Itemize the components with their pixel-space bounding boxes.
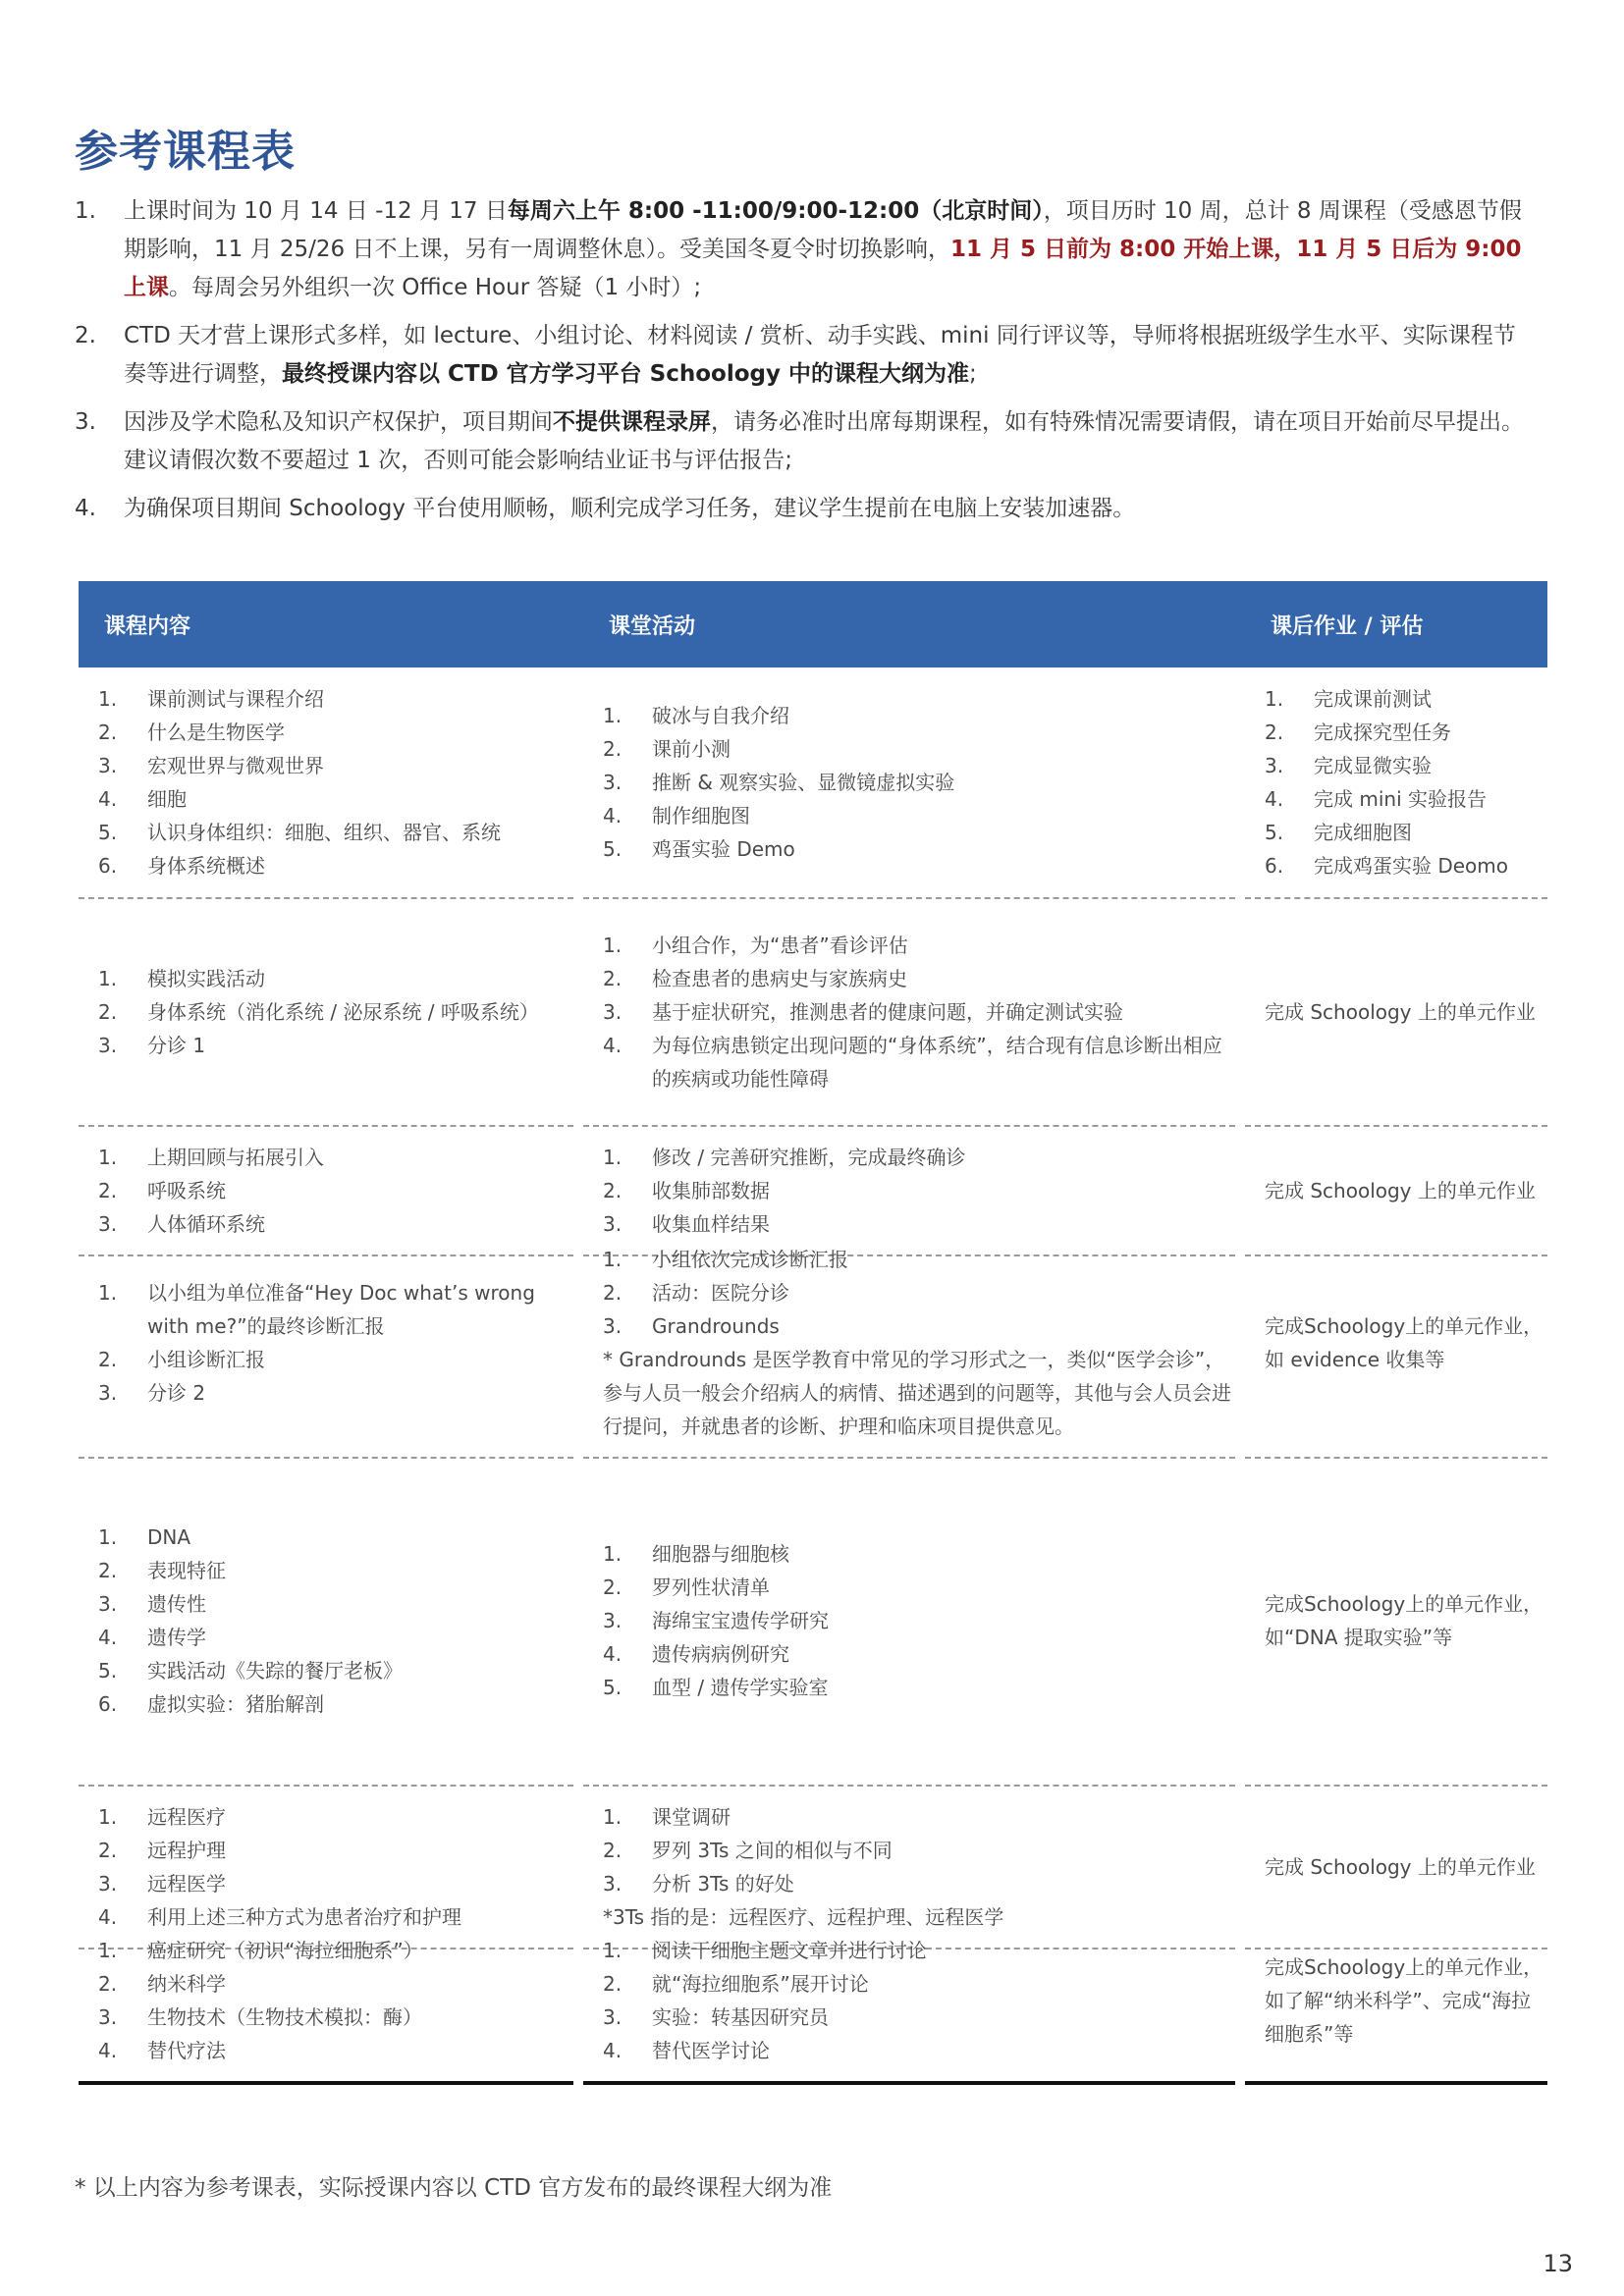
item-number: 2. <box>98 1179 118 1202</box>
table-body <box>79 667 1547 2073</box>
table-row <box>79 1127 1547 1236</box>
activity-text: 收集肺部数据 <box>652 1179 770 1202</box>
content-text: 癌症研究（初识“海拉细胞系”） <box>147 1939 423 1962</box>
content-item <box>98 962 573 995</box>
content-text: 上期回顾与拓展引入 <box>147 1146 324 1169</box>
item-number: 5. <box>1265 821 1284 844</box>
content-item <box>98 1687 573 1721</box>
activity-item <box>603 1276 1235 1309</box>
activities-cell <box>583 1920 1235 2085</box>
content-text: 宏观世界与微观世界 <box>147 754 324 777</box>
note-segment: 上课时间为 10 月 14 日 -12 月 17 日 <box>124 198 508 224</box>
homework-cell <box>1245 667 1547 899</box>
homework-text: 完成 Schoology 上的单元作业 <box>1265 1855 1536 1879</box>
content-item <box>98 682 573 716</box>
note-text <box>124 317 1528 394</box>
activity-note: *3Ts 指的是：远程医疗、远程护理、远程医学 <box>603 1905 1004 1929</box>
content-item <box>98 995 573 1029</box>
item-number: 3. <box>603 1609 623 1632</box>
item-number: 4. <box>98 1626 118 1649</box>
homework-text: 完成课前测试 <box>1314 687 1432 711</box>
content-item <box>98 1521 573 1554</box>
item-number: 5. <box>603 837 623 861</box>
activity-text: 细胞器与细胞核 <box>652 1542 789 1566</box>
content-item <box>98 849 573 882</box>
note-text <box>124 192 1528 307</box>
item-number: 1. <box>98 1525 118 1549</box>
activity-text: 遗传病病例研究 <box>652 1642 789 1666</box>
item-number: 1. <box>98 1281 118 1305</box>
content-text: 实践活动《失踪的餐厅老板》 <box>147 1659 403 1682</box>
course-table <box>79 581 1547 2073</box>
content-text: 模拟实践活动 <box>147 967 265 990</box>
item-number: 3. <box>98 1034 118 1057</box>
note-number: 2. <box>75 323 96 348</box>
item-number: 1. <box>98 1805 118 1829</box>
item-number: 2. <box>98 721 118 744</box>
content-item <box>98 782 573 816</box>
homework-text: 完成 Schoology 上的单元作业 <box>1265 1179 1536 1202</box>
note-segment: ，项目历时 10 周，总计 8 周课程（受感恩节假期影响，11 月 25/26 日不上课，另有一周调整休息）。受美国冬夏令时切换影响， <box>124 198 1522 262</box>
activity-item <box>603 766 1235 799</box>
activity-item <box>603 732 1235 766</box>
activity-item <box>603 2001 1235 2034</box>
note-segment: CTD 天才营上课形式多样，如 lecture、小组讨论、材料阅读 / 赏析、动手实践、mini 同行评议等，导师将根据班级学生水平、实际课程节奏等进行调整， <box>124 323 1516 387</box>
content-text: 远程医疗 <box>147 1805 226 1829</box>
content-text: 遗传学 <box>147 1626 206 1649</box>
activity-text: 收集血样结果 <box>652 1212 770 1236</box>
item-number: 2. <box>603 1281 623 1305</box>
item-number: 5. <box>98 821 118 844</box>
homework-cell <box>1245 1229 1547 1459</box>
item-number: 2. <box>603 1575 623 1599</box>
activity-text: 课堂调研 <box>652 1805 731 1829</box>
content-item <box>98 1800 573 1834</box>
content-text: DNA <box>147 1525 191 1549</box>
item-number: 1. <box>603 704 623 727</box>
homework-text: 完成Schoology上的单元作业，如 evidence 收集等 <box>1265 1314 1543 1371</box>
content-cell <box>79 1229 573 1459</box>
note-segment: 不提供课程录屏 <box>553 409 711 435</box>
homework-item <box>1265 849 1547 882</box>
activity-item <box>603 1174 1235 1207</box>
page-title: 参考课程表 <box>75 127 296 177</box>
content-item <box>98 2034 573 2067</box>
homework-text: 完成 mini 实验报告 <box>1314 787 1487 811</box>
homework-cell <box>1245 1920 1547 2085</box>
content-item <box>98 816 573 849</box>
activity-item <box>603 699 1235 732</box>
activity-text: 制作细胞图 <box>652 804 750 828</box>
table-row <box>79 1787 1547 1929</box>
activity-item <box>603 832 1235 866</box>
content-item <box>98 1141 573 1174</box>
content-item <box>98 1967 573 2001</box>
header-content: 课程内容 <box>104 614 191 639</box>
homework-text: 完成Schoology上的单元作业，如了解“纳米科学”、完成“海拉细胞系”等 <box>1265 1955 1543 2046</box>
content-item <box>98 1654 573 1687</box>
content-item <box>98 1343 573 1376</box>
content-item <box>98 1621 573 1654</box>
item-number: 3. <box>98 2005 118 2029</box>
activity-text: 就“海拉细胞系”展开讨论 <box>652 1972 869 1996</box>
note-item <box>75 192 1528 307</box>
item-number: 2. <box>603 1972 623 1996</box>
activity-item <box>603 962 1235 995</box>
note-number: 3. <box>75 409 96 435</box>
content-text: 远程护理 <box>147 1839 226 1862</box>
item-number: 3. <box>603 1872 623 1896</box>
item-number: 5. <box>98 1659 118 1682</box>
content-item <box>98 749 573 782</box>
activity-text: 为每位病患锁定出现问题的“身体系统”，结合现有信息诊断出相应的疾病或功能性障碍 <box>652 1034 1222 1091</box>
item-number: 6. <box>98 1692 118 1716</box>
activity-text: 阅读干细胞主题文章并进行讨论 <box>652 1939 927 1962</box>
content-cell <box>79 899 573 1127</box>
content-text: 呼吸系统 <box>147 1179 226 1202</box>
content-text: 虚拟实验：猪胎解剖 <box>147 1692 324 1716</box>
activity-text: 小组合作，为“患者”看诊评估 <box>652 934 908 957</box>
item-number: 3. <box>98 754 118 777</box>
content-item <box>98 1587 573 1621</box>
homework-cell <box>1245 1457 1547 1787</box>
activity-item <box>603 1309 1235 1343</box>
note-number: 4. <box>75 496 96 521</box>
content-text: 身体系统概述 <box>147 854 265 878</box>
content-text: 利用上述三种方式为患者治疗和护理 <box>147 1905 461 1929</box>
item-number: 3. <box>98 1592 118 1616</box>
note-segment: 因涉及学术隐私及知识产权保护，项目期间 <box>124 409 553 435</box>
item-number: 1. <box>98 687 118 711</box>
content-text: 认识身体组织：细胞、组织、器官、系统 <box>147 821 501 844</box>
item-number: 1. <box>98 1939 118 1962</box>
content-text: 人体循环系统 <box>147 1212 265 1236</box>
activity-text: 海绵宝宝遗传学研究 <box>652 1609 829 1632</box>
activity-text: 小组依次完成诊断汇报 <box>652 1248 848 1271</box>
activity-text: 血型 / 遗传学实验室 <box>652 1676 829 1699</box>
content-item <box>98 1376 573 1410</box>
item-number: 3. <box>1265 754 1284 777</box>
note-item <box>75 317 1528 394</box>
note-text <box>124 403 1528 480</box>
activity-item <box>603 1800 1235 1834</box>
activity-item <box>603 1537 1235 1571</box>
note-segment: 。每周会另外组织一次 Office Hour 答疑（1 小时）; <box>169 275 702 300</box>
content-item <box>98 1174 573 1207</box>
activity-note: * Grandrounds 是医学教育中常见的学习形式之一，类似“医学会诊”，参与人员一般会介绍病人的病情、描述遇到的问题等，其他与会人员会进行提问，并就患者的诊断、护理和临床项目提供意见。 <box>603 1348 1231 1438</box>
note-item <box>75 490 1528 528</box>
content-item <box>98 716 573 749</box>
item-number: 2. <box>603 967 623 990</box>
content-text: 身体系统（消化系统 / 泌尿系统 / 呼吸系统） <box>147 1000 539 1024</box>
homework-cell <box>1245 899 1547 1127</box>
note-number: 1. <box>75 198 96 224</box>
content-text: 以小组为单位准备“Hey Doc what’s wrong with me?”的最终诊断汇报 <box>147 1281 535 1338</box>
content-text: 课前测试与课程介绍 <box>147 687 324 711</box>
content-text: 小组诊断汇报 <box>147 1348 265 1371</box>
homework-text: 完成鸡蛋实验 Deomo <box>1314 854 1509 878</box>
activity-item <box>603 1141 1235 1174</box>
note-segment: 为确保项目期间 Schoology 平台使用顺畅，顺利完成学习任务，建议学生提前在电脑上安装加速器。 <box>124 496 1136 521</box>
table-row <box>79 1920 1547 2073</box>
item-number: 4. <box>603 2039 623 2062</box>
item-number: 2. <box>98 1972 118 1996</box>
table-row <box>79 899 1547 1127</box>
content-item <box>98 1554 573 1587</box>
content-item <box>98 1867 573 1900</box>
activity-item <box>603 1834 1235 1867</box>
activity-item <box>603 1671 1235 1704</box>
activity-item <box>603 995 1235 1029</box>
content-cell <box>79 1920 573 2085</box>
activity-item <box>603 2034 1235 2067</box>
content-item <box>98 1834 573 1867</box>
content-item <box>98 1276 573 1343</box>
item-number: 4. <box>603 1034 623 1057</box>
activity-text: 基于症状研究，推测患者的健康问题，并确定测试实验 <box>652 1000 1123 1024</box>
activity-text: 修改 / 完善研究推断，完成最终确诊 <box>652 1146 966 1169</box>
item-number: 3. <box>98 1212 118 1236</box>
content-text: 替代疗法 <box>147 2039 226 2062</box>
activity-text: 破冰与自我介绍 <box>652 704 789 727</box>
item-number: 1. <box>603 1939 623 1962</box>
item-number: 1. <box>98 1146 118 1169</box>
homework-text: 完成 Schoology 上的单元作业 <box>1265 1000 1536 1024</box>
item-number: 4. <box>98 1905 118 1929</box>
content-item <box>98 1934 573 1967</box>
activity-text: 罗列性状清单 <box>652 1575 770 1599</box>
activity-text: 罗列 3Ts 之间的相似与不同 <box>652 1839 893 1862</box>
content-text: 表现特征 <box>147 1559 226 1582</box>
content-text: 远程医学 <box>147 1872 226 1896</box>
activity-text: 检查患者的患病史与家族病史 <box>652 967 907 990</box>
note-text <box>124 490 1528 528</box>
note-segment: 最终授课内容以 CTD 官方学习平台 Schoology 中的课程大纲为准 <box>282 361 970 387</box>
activity-text: 活动：医院分诊 <box>652 1281 789 1305</box>
activity-text: 替代医学讨论 <box>652 2039 770 2062</box>
activity-item <box>603 1967 1235 2001</box>
note-segment: ; <box>969 361 977 387</box>
item-number: 1. <box>603 1248 623 1271</box>
item-number: 3. <box>98 1872 118 1896</box>
activity-item <box>603 1934 1235 1967</box>
activity-item <box>603 1604 1235 1637</box>
activity-item <box>603 1867 1235 1900</box>
item-number: 2. <box>98 1348 118 1371</box>
homework-text: 完成探究型任务 <box>1314 721 1451 744</box>
item-number: 2. <box>603 1839 623 1862</box>
homework-item <box>1265 749 1547 782</box>
activities-cell <box>583 667 1235 899</box>
activity-text: Grandrounds <box>652 1314 780 1338</box>
activity-text: 鸡蛋实验 Demo <box>652 837 795 861</box>
activity-text: 实验：转基因研究员 <box>652 2005 829 2029</box>
activity-item <box>603 1571 1235 1604</box>
activity-item <box>603 929 1235 962</box>
notes-list <box>75 192 1528 538</box>
note-segment: 11 月 5 日前为 8:00 开始上课，11 月 5 日后为 9:00 上课 <box>124 237 1522 300</box>
note-segment: ，请务必准时出席每期课程，如有特殊情况需要请假，请在项目开始前尽早提出。建议请假次数不要超过 1 次，否则可能会影响结业证书与评估报告; <box>124 409 1524 473</box>
item-number: 3. <box>603 1212 623 1236</box>
item-number: 3. <box>603 771 623 794</box>
item-number: 4. <box>603 1642 623 1666</box>
item-number: 6. <box>98 854 118 878</box>
content-cell <box>79 1457 573 1787</box>
homework-text: 完成显微实验 <box>1314 754 1432 777</box>
content-item <box>98 1029 573 1062</box>
item-number: 1. <box>1265 687 1284 711</box>
homework-item <box>1265 716 1547 749</box>
item-number: 6. <box>1265 854 1284 878</box>
item-number: 3. <box>603 1314 623 1338</box>
item-number: 2. <box>1265 721 1284 744</box>
item-number: 1. <box>603 1542 623 1566</box>
activities-cell <box>583 1229 1235 1459</box>
content-text: 生物技术（生物技术模拟：酶） <box>147 2005 422 2029</box>
content-cell <box>79 667 573 899</box>
homework-item <box>1265 682 1547 716</box>
activity-item <box>603 1243 1235 1276</box>
item-number: 2. <box>98 1559 118 1582</box>
item-number: 3. <box>603 1000 623 1024</box>
header-activities: 课堂活动 <box>609 614 696 639</box>
homework-item <box>1265 816 1547 849</box>
activities-cell <box>583 899 1235 1127</box>
activity-text: 推断 & 观察实验、显微镜虚拟实验 <box>652 771 955 794</box>
content-text: 分诊 2 <box>147 1381 206 1405</box>
content-text: 纳米科学 <box>147 1972 226 1996</box>
table-header <box>79 581 1547 667</box>
table-row <box>79 667 1547 899</box>
table-row <box>79 1229 1547 1457</box>
item-number: 1. <box>603 1146 623 1169</box>
item-number: 3. <box>603 2005 623 2029</box>
table-row <box>79 1457 1547 1787</box>
item-number: 2. <box>603 737 623 761</box>
activity-text: 分析 3Ts 的好处 <box>652 1872 794 1896</box>
activity-text: 课前小测 <box>652 737 731 761</box>
item-number: 3. <box>98 1381 118 1405</box>
content-text: 细胞 <box>147 787 187 811</box>
content-item <box>98 2001 573 2034</box>
item-number: 4. <box>1265 787 1284 811</box>
item-number: 2. <box>98 1000 118 1024</box>
activities-cell <box>583 1457 1235 1787</box>
homework-text: 完成Schoology上的单元作业，如“DNA 提取实验”等 <box>1265 1592 1543 1649</box>
homework-item <box>1265 782 1547 816</box>
item-number: 1. <box>603 934 623 957</box>
page-number: 13 <box>1543 2250 1573 2277</box>
item-number: 2. <box>98 1839 118 1862</box>
item-number: 4. <box>98 787 118 811</box>
note-item <box>75 403 1528 480</box>
content-text: 分诊 1 <box>147 1034 206 1057</box>
activity-item <box>603 799 1235 832</box>
item-number: 1. <box>98 967 118 990</box>
item-number: 2. <box>603 1179 623 1202</box>
note-segment: 每周六上午 8:00 -11:00/9:00-12:00（北京时间） <box>507 198 1044 224</box>
item-number: 5. <box>603 1676 623 1699</box>
item-number: 4. <box>98 2039 118 2062</box>
header-homework: 课后作业 / 评估 <box>1271 614 1424 639</box>
activity-item <box>603 1637 1235 1671</box>
content-text: 什么是生物医学 <box>147 721 285 744</box>
footnote: * 以上内容为参考课表，实际授课内容以 CTD 官方发布的最终课程大纲为准 <box>75 2175 833 2201</box>
content-text: 遗传性 <box>147 1592 206 1616</box>
homework-text: 完成细胞图 <box>1314 821 1412 844</box>
item-number: 4. <box>603 804 623 828</box>
item-number: 1. <box>603 1805 623 1829</box>
activity-item <box>603 1029 1235 1095</box>
